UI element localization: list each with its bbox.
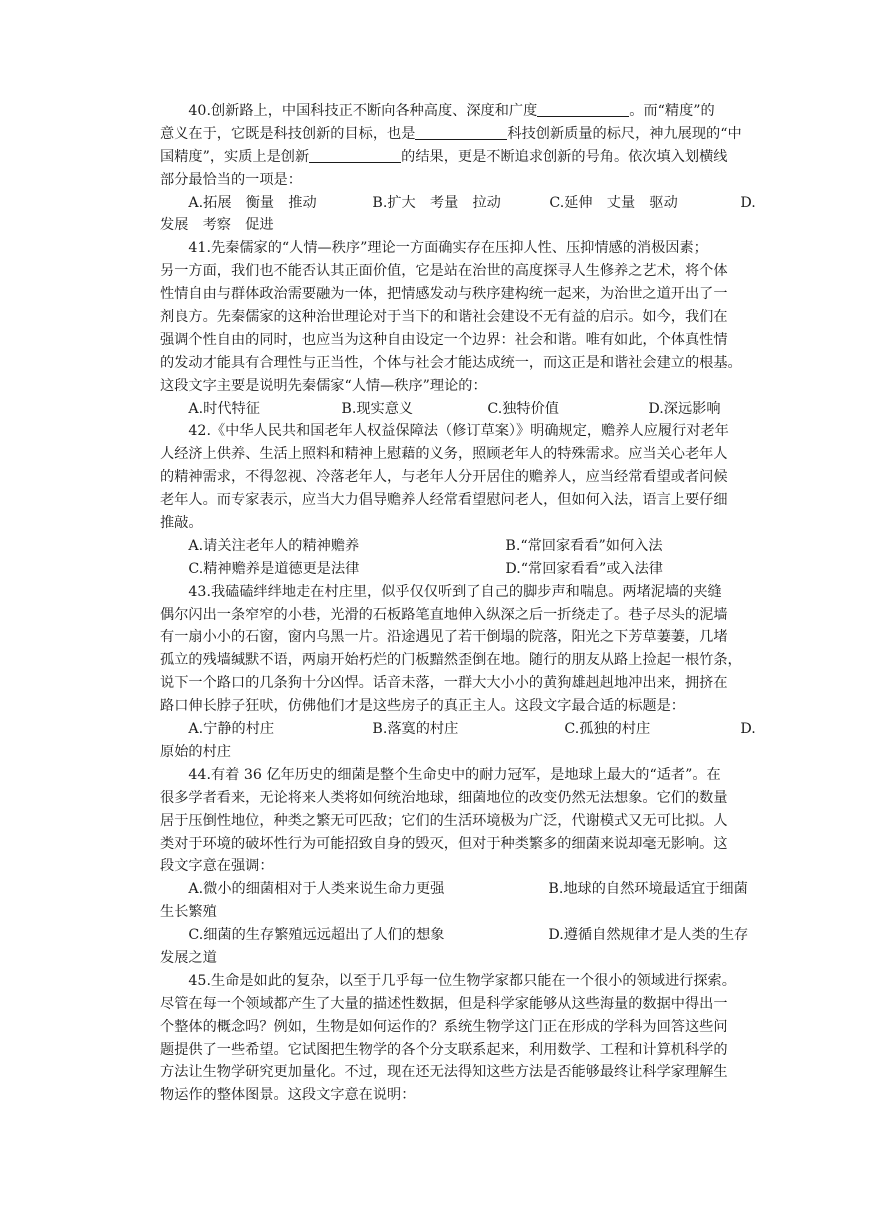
stem-line: 路口伸长脖子狂吠，仿佛他们才是这些房子的真正主人。这段文字最合适的标题是：	[160, 698, 685, 715]
stem-line: 类对于环境的破坏性行为可能招致自身的毁灭，但对于种类繁多的细菌来说却毫无影响。这	[160, 835, 728, 852]
question-42	[160, 420, 740, 580]
option-a: A.拓展 衡量 推动	[188, 194, 317, 211]
stem-line: 偶尔闪出一条窄窄的小巷，光滑的石板路笔直地伸入纵深之后一折绕走了。巷子尽头的泥墙	[160, 606, 728, 623]
option-d: D.“常回家看看”或入法律	[505, 560, 663, 577]
option-c: C.独特价值	[487, 400, 559, 417]
option-d: D.深远影响	[648, 400, 721, 417]
stem-line: 45.生命是如此的复杂，以至于几乎每一位生物学家都只能在一个很小的领域进行探索。	[188, 972, 736, 989]
stem-line: 很多学者看来，无论将来人类将如何统治地球，细菌地位的改变仍然无法想象。它们的数量	[160, 789, 728, 806]
option-c: C.精神赡养是道德更是法律	[188, 560, 360, 577]
option-continuation: 发展之道	[160, 949, 217, 966]
question-45	[160, 970, 740, 1107]
option-d: D.	[740, 194, 756, 211]
option-row	[160, 535, 740, 558]
option-row	[160, 398, 740, 421]
option-continuation: 发展 考察 促进	[160, 217, 274, 234]
stem-line: 居于压倒性地位，种类之繁无可匹敌；它们的生活环境极为广泛，代谢模式又无可比拟。人	[160, 812, 728, 829]
question-44	[160, 764, 749, 970]
fill-blank-1	[537, 101, 629, 117]
option-row	[160, 878, 748, 901]
stem-line: 方法让生物学研究更加量化。不过，现在还无法得知这些方法是否能够最终让科学家理解生	[160, 1064, 728, 1081]
option-d: D.遵循自然规律才是人类的生存	[548, 927, 749, 944]
option-continuation: 生长繁殖	[160, 904, 217, 921]
option-row	[160, 924, 749, 947]
stem-line: 的精神需求，不得忽视、冷落老年人，与老年人分开居住的赡养人，应当经常看望或者问候	[160, 469, 728, 486]
fill-blank-2	[415, 124, 507, 140]
question-43	[160, 581, 756, 764]
option-c: C.孤独的村庄	[564, 721, 651, 738]
stem-line: 物运作的整体图景。这段文字意在说明：	[160, 1087, 416, 1104]
question-40	[160, 100, 756, 237]
stem-line: 这段文字主要是说明先秦儒家“人情—秩序”理论的：	[160, 377, 487, 394]
stem-line: 说下一个路口的几条狗十分凶悍。话音未落，一群大大小小的黄狗雄赳赳地冲出来，拥挤在	[160, 675, 728, 692]
stem-line: 的发动才能具有合理性与正当性，个体与社会才能达成统一，而这正是和谐社会建立的根基。	[160, 354, 742, 371]
option-c: C.细菌的生存繁殖远远超出了人们的想象	[188, 927, 445, 944]
stem-line: 题提供了一些希望。它试图把生物学的各个分支联系起来，利用数学、工程和计算机科学的	[160, 1041, 728, 1058]
option-d: D.	[740, 721, 756, 738]
option-a: A.请关注老年人的精神赡养	[188, 537, 360, 554]
option-row	[160, 718, 756, 741]
stem-line: 国精度”，实质上是创新 的结果，更是不断追求创新的号角。依次填入划横线	[160, 148, 728, 165]
option-b: B.扩大 考量 拉动	[372, 194, 501, 211]
option-row	[160, 558, 740, 581]
option-b: B.地球的自然环境最适宜于细菌	[548, 881, 748, 898]
document-page	[160, 100, 756, 1107]
stem-line: 人经济上供养、生活上照料和精神上慰藉的义务，照顾老年人的特殊需求。应当关心老年人	[160, 446, 728, 463]
stem-line: 43.我磕磕绊绊地走在村庄里，似乎仅仅听到了自己的脚步声和喘息。两堵泥墙的夹缝	[188, 583, 722, 600]
stem-line: 另一方面，我们也不能否认其正面价值，它是站在治世的高度探寻人生修养之艺术，将个体	[160, 263, 728, 280]
stem-line: 部分最恰当的一项是：	[160, 171, 302, 188]
stem-line: 尽管在每一个领域都产生了大量的描述性数据，但是科学家能够从这些海量的数据中得出一	[160, 995, 728, 1012]
question-41	[160, 237, 740, 420]
stem-line: 孤立的残墙缄默不语，两扇开始朽烂的门板黯然歪倒在地。随行的朋友从路上捡起一根竹条，	[160, 652, 742, 669]
stem-line: 40.创新路上，中国科技正不断向各种高度、深度和广度 。而“精度”的	[188, 103, 715, 119]
stem-line: 44.有着 36 亿年历史的细菌是整个生命史中的耐力冠军，是地球上最大的“适者”。在	[188, 766, 721, 783]
stem-line: 推敲。	[160, 515, 203, 532]
option-a: A.时代特征	[188, 400, 260, 417]
option-b: B.“常回家看看”如何入法	[505, 537, 663, 554]
option-b: B.现实意义	[341, 400, 414, 417]
option-a: A.微小的细菌相对于人类来说生命力更强	[188, 881, 445, 898]
option-c: C.延伸 丈量 驱动	[549, 194, 678, 211]
option-continuation: 原始的村庄	[160, 743, 231, 760]
stem-line: 段文字意在强调：	[160, 858, 274, 875]
stem-line: 老年人。而专家表示，应当大力倡导赡养人经常看望慰问老人，但如何入法，语言上要仔细	[160, 492, 728, 509]
stem-line: 强调个性自由的同时，也应当为这种自由设定一个边界：社会和谐。唯有如此，个体真性情	[160, 331, 728, 348]
stem-line: 有一扇小小的石窗，窗内乌黑一片。沿途遇见了若干倒塌的院落，阳光之下芳草萋萋，几堵	[160, 629, 728, 646]
stem-line: 性情自由与群体政治需要融为一体，把情感发动与秩序建构统一起来，为治世之道开出了一	[160, 286, 728, 303]
option-b: B.落寞的村庄	[372, 721, 459, 738]
option-a: A.宁静的村庄	[188, 721, 275, 738]
stem-line: 个整体的概念吗？例如，生物是如何运作的？系统生物学这门正在形成的学科为回答这些问	[160, 1018, 728, 1035]
stem-line: 42.《中华人民共和国老年人权益保障法（修订草案）》明确规定，赡养人应履行对老年	[188, 423, 729, 440]
stem-line: 41.先秦儒家的“人情—秩序”理论一方面确实存在压抑人性、压抑情感的消极因素；	[188, 240, 708, 257]
option-row	[160, 192, 756, 215]
stem-line: 剂良方。先秦儒家的这种治世理论对于当下的和谐社会建设不无有益的启示。如今，我们在	[160, 309, 728, 326]
stem-line: 意义在于，它既是科技创新的目标，也是 科技创新质量的标尺，神九展现的“中	[160, 125, 742, 142]
fill-blank-3	[309, 147, 401, 163]
